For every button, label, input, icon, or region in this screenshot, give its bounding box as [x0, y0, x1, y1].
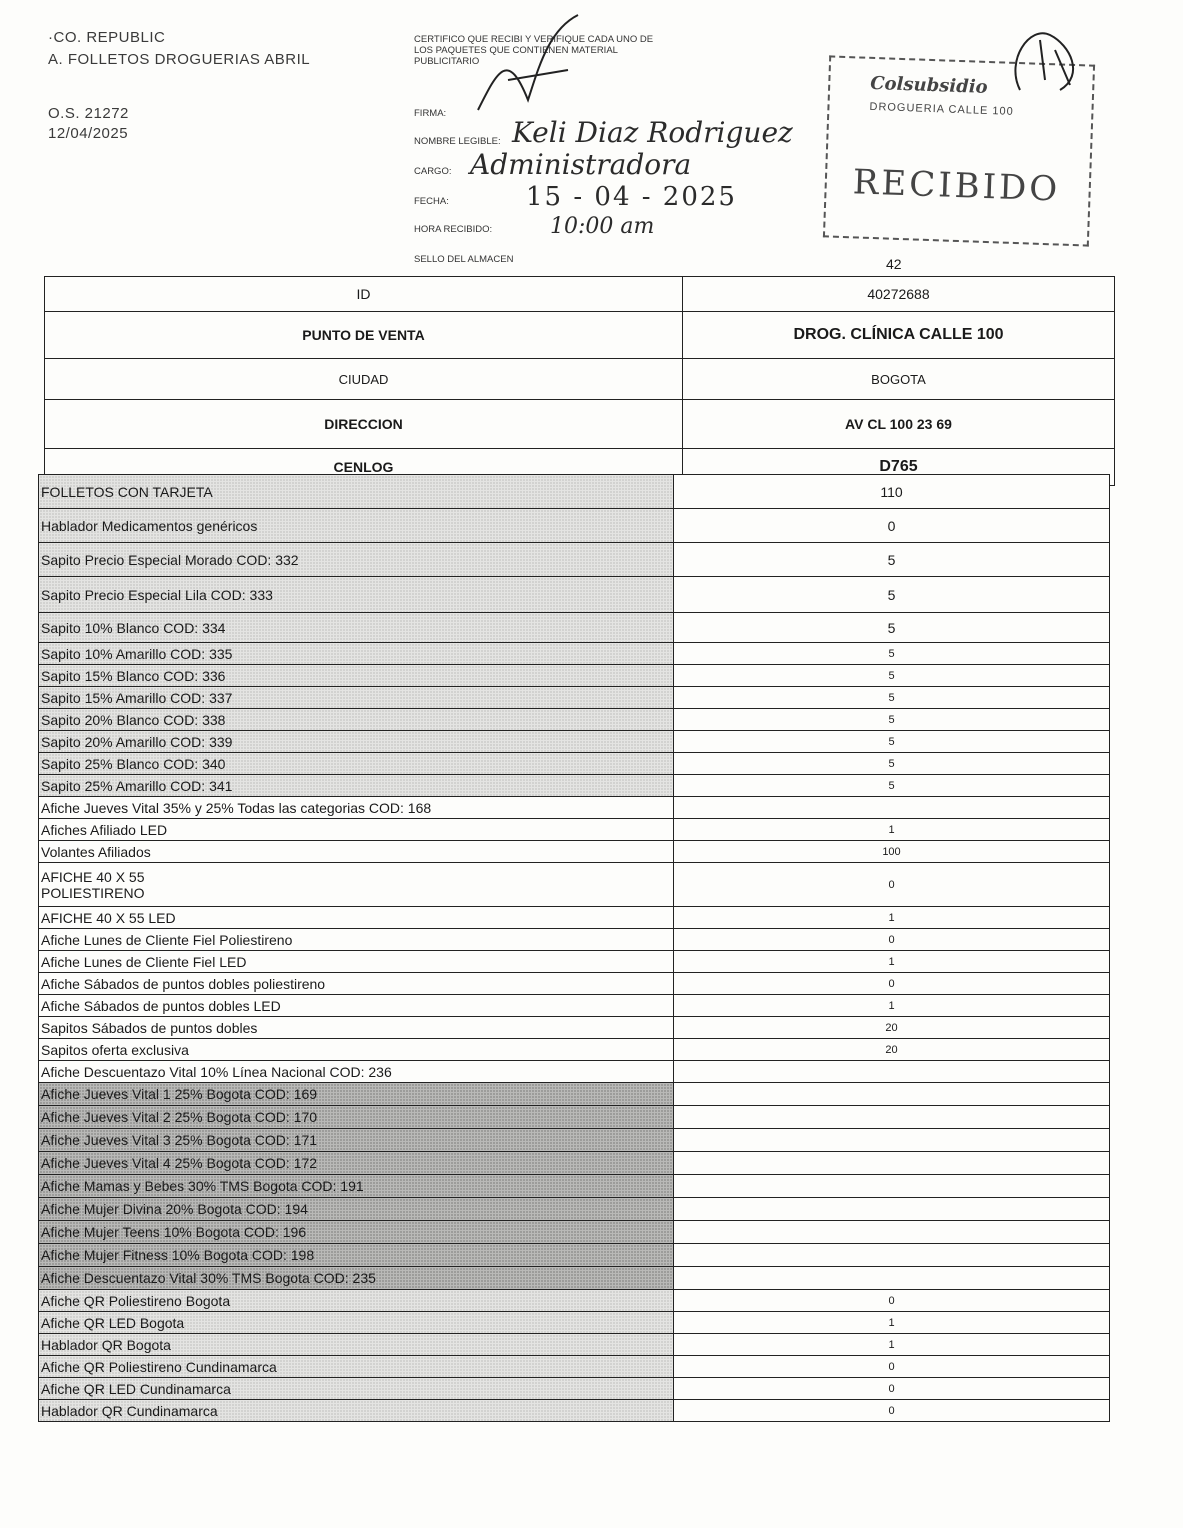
table-row	[39, 1378, 1110, 1400]
table-row	[39, 1152, 1110, 1175]
item-label-line: POLIESTIRENO	[41, 884, 145, 901]
item-label: Sapito 25% Blanco COD: 340	[39, 753, 674, 775]
item-qty	[674, 1083, 1110, 1106]
table-row	[39, 1312, 1110, 1334]
item-label: FOLLETOS CON TARJETA	[39, 475, 674, 509]
table-row	[39, 687, 1110, 709]
table-row	[39, 1106, 1110, 1129]
table-row	[39, 509, 1110, 543]
item-qty: 0	[674, 973, 1110, 995]
item-label: Afiche QR LED Bogota	[39, 1312, 674, 1334]
item-qty: 20	[674, 1017, 1110, 1039]
item-label: Afiche QR LED Cundinamarca	[39, 1378, 674, 1400]
table-row	[39, 1198, 1110, 1221]
document-title: A. FOLLETOS DROGUERIAS ABRIL	[48, 51, 311, 68]
table-row	[39, 907, 1110, 929]
item-label: Afiche Mujer Fitness 10% Bogota COD: 198	[39, 1244, 674, 1267]
item-label: Sapito Precio Especial Lila COD: 333	[39, 577, 674, 613]
table-row	[39, 613, 1110, 643]
certification-text: CERTIFICO QUE RECIBI Y VERIFIQUE CADA UNO DE LOS PAQUETES QUE CONTIENEN MATERIAL PUBLICITARIO	[414, 34, 654, 67]
item-qty	[674, 797, 1110, 819]
item-label: Sapito 10% Blanco COD: 334	[39, 613, 674, 643]
item-label: Sapito 10% Amarillo COD: 335	[39, 643, 674, 665]
table-row	[39, 929, 1110, 951]
signature-mark	[468, 10, 588, 120]
table-row	[39, 643, 1110, 665]
header-block	[48, 28, 310, 144]
item-label: Afiche Jueves Vital 2 25% Bogota COD: 170	[39, 1106, 674, 1129]
table-row	[45, 312, 1115, 359]
table-row	[39, 1061, 1110, 1083]
order-date: 12/04/2025	[48, 125, 129, 142]
table-row	[39, 577, 1110, 613]
item-qty: 0	[674, 1378, 1110, 1400]
company-line: ·CO. REPUBLIC	[48, 29, 166, 46]
table-row	[45, 359, 1115, 400]
item-label: Sapito 15% Blanco COD: 336	[39, 665, 674, 687]
table-row	[39, 1244, 1110, 1267]
table-row	[39, 819, 1110, 841]
table-row	[39, 1175, 1110, 1198]
item-label: Afiche Mujer Divina 20% Bogota COD: 194	[39, 1198, 674, 1221]
item-label: Afiche Jueves Vital 35% y 25% Todas las categorias COD: 168	[39, 797, 674, 819]
table-row	[39, 775, 1110, 797]
item-label: Afiche QR Poliestireno Bogota	[39, 1290, 674, 1312]
nombre-label: NOMBRE LEGIBLE:	[414, 136, 501, 147]
info-value: BOGOTA	[683, 359, 1115, 400]
item-qty	[674, 1221, 1110, 1244]
item-label: Volantes Afiliados	[39, 841, 674, 863]
stamp-signature	[1000, 20, 1090, 100]
info-value: D765	[683, 449, 1115, 486]
item-label: Afiche Jueves Vital 1 25% Bogota COD: 169	[39, 1083, 674, 1106]
item-label: Sapito 25% Amarillo COD: 341	[39, 775, 674, 797]
item-label: Afiche Mujer Teens 10% Bogota COD: 196	[39, 1221, 674, 1244]
item-qty: 5	[674, 775, 1110, 797]
table-row	[39, 1129, 1110, 1152]
item-qty	[674, 1129, 1110, 1152]
item-label: Sapito 20% Amarillo COD: 339	[39, 731, 674, 753]
item-qty: 5	[674, 577, 1110, 613]
item-qty	[674, 1198, 1110, 1221]
item-qty: 100	[674, 841, 1110, 863]
info-label: CIUDAD	[45, 359, 683, 400]
item-qty: 0	[674, 1356, 1110, 1378]
item-label: Afiche Sábados de puntos dobles poliestireno	[39, 973, 674, 995]
item-label: Afiche Lunes de Cliente Fiel Poliestireno	[39, 929, 674, 951]
item-qty	[674, 1244, 1110, 1267]
table-row	[39, 1400, 1110, 1422]
item-qty: 1	[674, 995, 1110, 1017]
info-label: PUNTO DE VENTA	[45, 312, 683, 359]
cargo-label: CARGO:	[414, 166, 452, 177]
table-row	[39, 475, 1110, 509]
item-qty: 5	[674, 543, 1110, 577]
table-row	[45, 277, 1115, 312]
table-row	[39, 543, 1110, 577]
info-value: AV CL 100 23 69	[683, 400, 1115, 449]
hora-value: 10:00 am	[550, 214, 655, 239]
item-label: Afiche Descuentazo Vital 10% Línea Nacional COD: 236	[39, 1061, 674, 1083]
table-row	[39, 951, 1110, 973]
item-label: Sapito Precio Especial Morado COD: 332	[39, 543, 674, 577]
item-label: Afiche Mamas y Bebes 30% TMS Bogota COD: 191	[39, 1175, 674, 1198]
fecha-value: 15 - 04 - 2025	[526, 182, 737, 212]
item-qty: 1	[674, 1334, 1110, 1356]
table-row	[39, 1267, 1110, 1290]
info-label: CENLOG	[45, 449, 683, 486]
table-row	[39, 665, 1110, 687]
item-label: Afiche Lunes de Cliente Fiel LED	[39, 951, 674, 973]
table-row	[39, 1039, 1110, 1061]
info-label: DIRECCION	[45, 400, 683, 449]
item-qty: 110	[674, 475, 1110, 509]
item-qty: 0	[674, 863, 1110, 907]
item-qty: 0	[674, 509, 1110, 543]
item-label: Hablador QR Cundinamarca	[39, 1400, 674, 1422]
item-label: AFICHE 40 X 55 LED	[39, 907, 674, 929]
table-row	[39, 709, 1110, 731]
store-info-table	[44, 276, 1115, 486]
item-label: Hablador QR Bogota	[39, 1334, 674, 1356]
item-label: Afiches Afiliado LED	[39, 819, 674, 841]
item-label: Afiche Descuentazo Vital 30% TMS Bogota COD: 235	[39, 1267, 674, 1290]
info-value: 40272688	[683, 277, 1115, 312]
item-qty: 1	[674, 819, 1110, 841]
table-row	[39, 1221, 1110, 1244]
item-qty: 5	[674, 643, 1110, 665]
table-row	[39, 1334, 1110, 1356]
order-number: O.S. 21272	[48, 105, 129, 122]
page-number: 42	[886, 256, 902, 272]
materials-table	[38, 474, 1110, 1422]
table-row	[39, 1083, 1110, 1106]
table-row	[39, 973, 1110, 995]
table-row	[45, 400, 1115, 449]
firma-label: FIRMA:	[414, 108, 447, 119]
table-row	[39, 863, 1110, 907]
sello-label: SELLO DEL ALMACEN	[414, 254, 514, 265]
nombre-value: Keli Diaz Rodriguez	[512, 116, 793, 149]
item-qty: 5	[674, 753, 1110, 775]
item-label: Afiche Sábados de puntos dobles LED	[39, 995, 674, 1017]
item-qty	[674, 1106, 1110, 1129]
item-qty: 0	[674, 1400, 1110, 1422]
item-qty	[674, 1152, 1110, 1175]
item-label: Sapito 20% Blanco COD: 338	[39, 709, 674, 731]
fecha-label: FECHA:	[414, 196, 449, 207]
item-qty	[674, 1267, 1110, 1290]
table-row	[39, 1290, 1110, 1312]
table-row	[39, 841, 1110, 863]
info-value: DROG. CLÍNICA CALLE 100	[683, 312, 1115, 359]
item-qty: 0	[674, 1290, 1110, 1312]
item-qty: 5	[674, 731, 1110, 753]
item-qty: 5	[674, 709, 1110, 731]
item-qty: 20	[674, 1039, 1110, 1061]
table-row	[39, 753, 1110, 775]
item-qty	[674, 1175, 1110, 1198]
item-label: Sapitos oferta exclusiva	[39, 1039, 674, 1061]
item-label: Sapito 15% Amarillo COD: 337	[39, 687, 674, 709]
item-qty: 5	[674, 613, 1110, 643]
item-qty: 1	[674, 907, 1110, 929]
item-qty: 0	[674, 929, 1110, 951]
item-qty: 5	[674, 687, 1110, 709]
table-row	[39, 797, 1110, 819]
info-label: ID	[45, 277, 683, 312]
item-label	[39, 863, 674, 907]
item-qty: 1	[674, 951, 1110, 973]
stamp-store: DROGUERIA CALLE 100	[869, 100, 1014, 118]
item-label: Afiche QR Poliestireno Cundinamarca	[39, 1356, 674, 1378]
table-row	[39, 995, 1110, 1017]
item-label: Afiche Jueves Vital 4 25% Bogota COD: 172	[39, 1152, 674, 1175]
item-qty	[674, 1061, 1110, 1083]
cargo-value: Administradora	[470, 148, 692, 181]
item-label: Sapitos Sábados de puntos dobles	[39, 1017, 674, 1039]
table-row	[39, 1356, 1110, 1378]
table-row	[39, 1017, 1110, 1039]
item-qty: 5	[674, 665, 1110, 687]
item-qty: 1	[674, 1312, 1110, 1334]
item-label-line: AFICHE 40 X 55	[41, 868, 145, 885]
item-label: Afiche Jueves Vital 3 25% Bogota COD: 171	[39, 1129, 674, 1152]
stamp-status: RECIBIDO	[852, 162, 1061, 210]
stamp-brand: Colsubsidio	[869, 72, 988, 98]
hora-label: HORA RECIBIDO:	[414, 224, 493, 235]
item-label: Hablador Medicamentos genéricos	[39, 509, 674, 543]
table-row	[39, 731, 1110, 753]
